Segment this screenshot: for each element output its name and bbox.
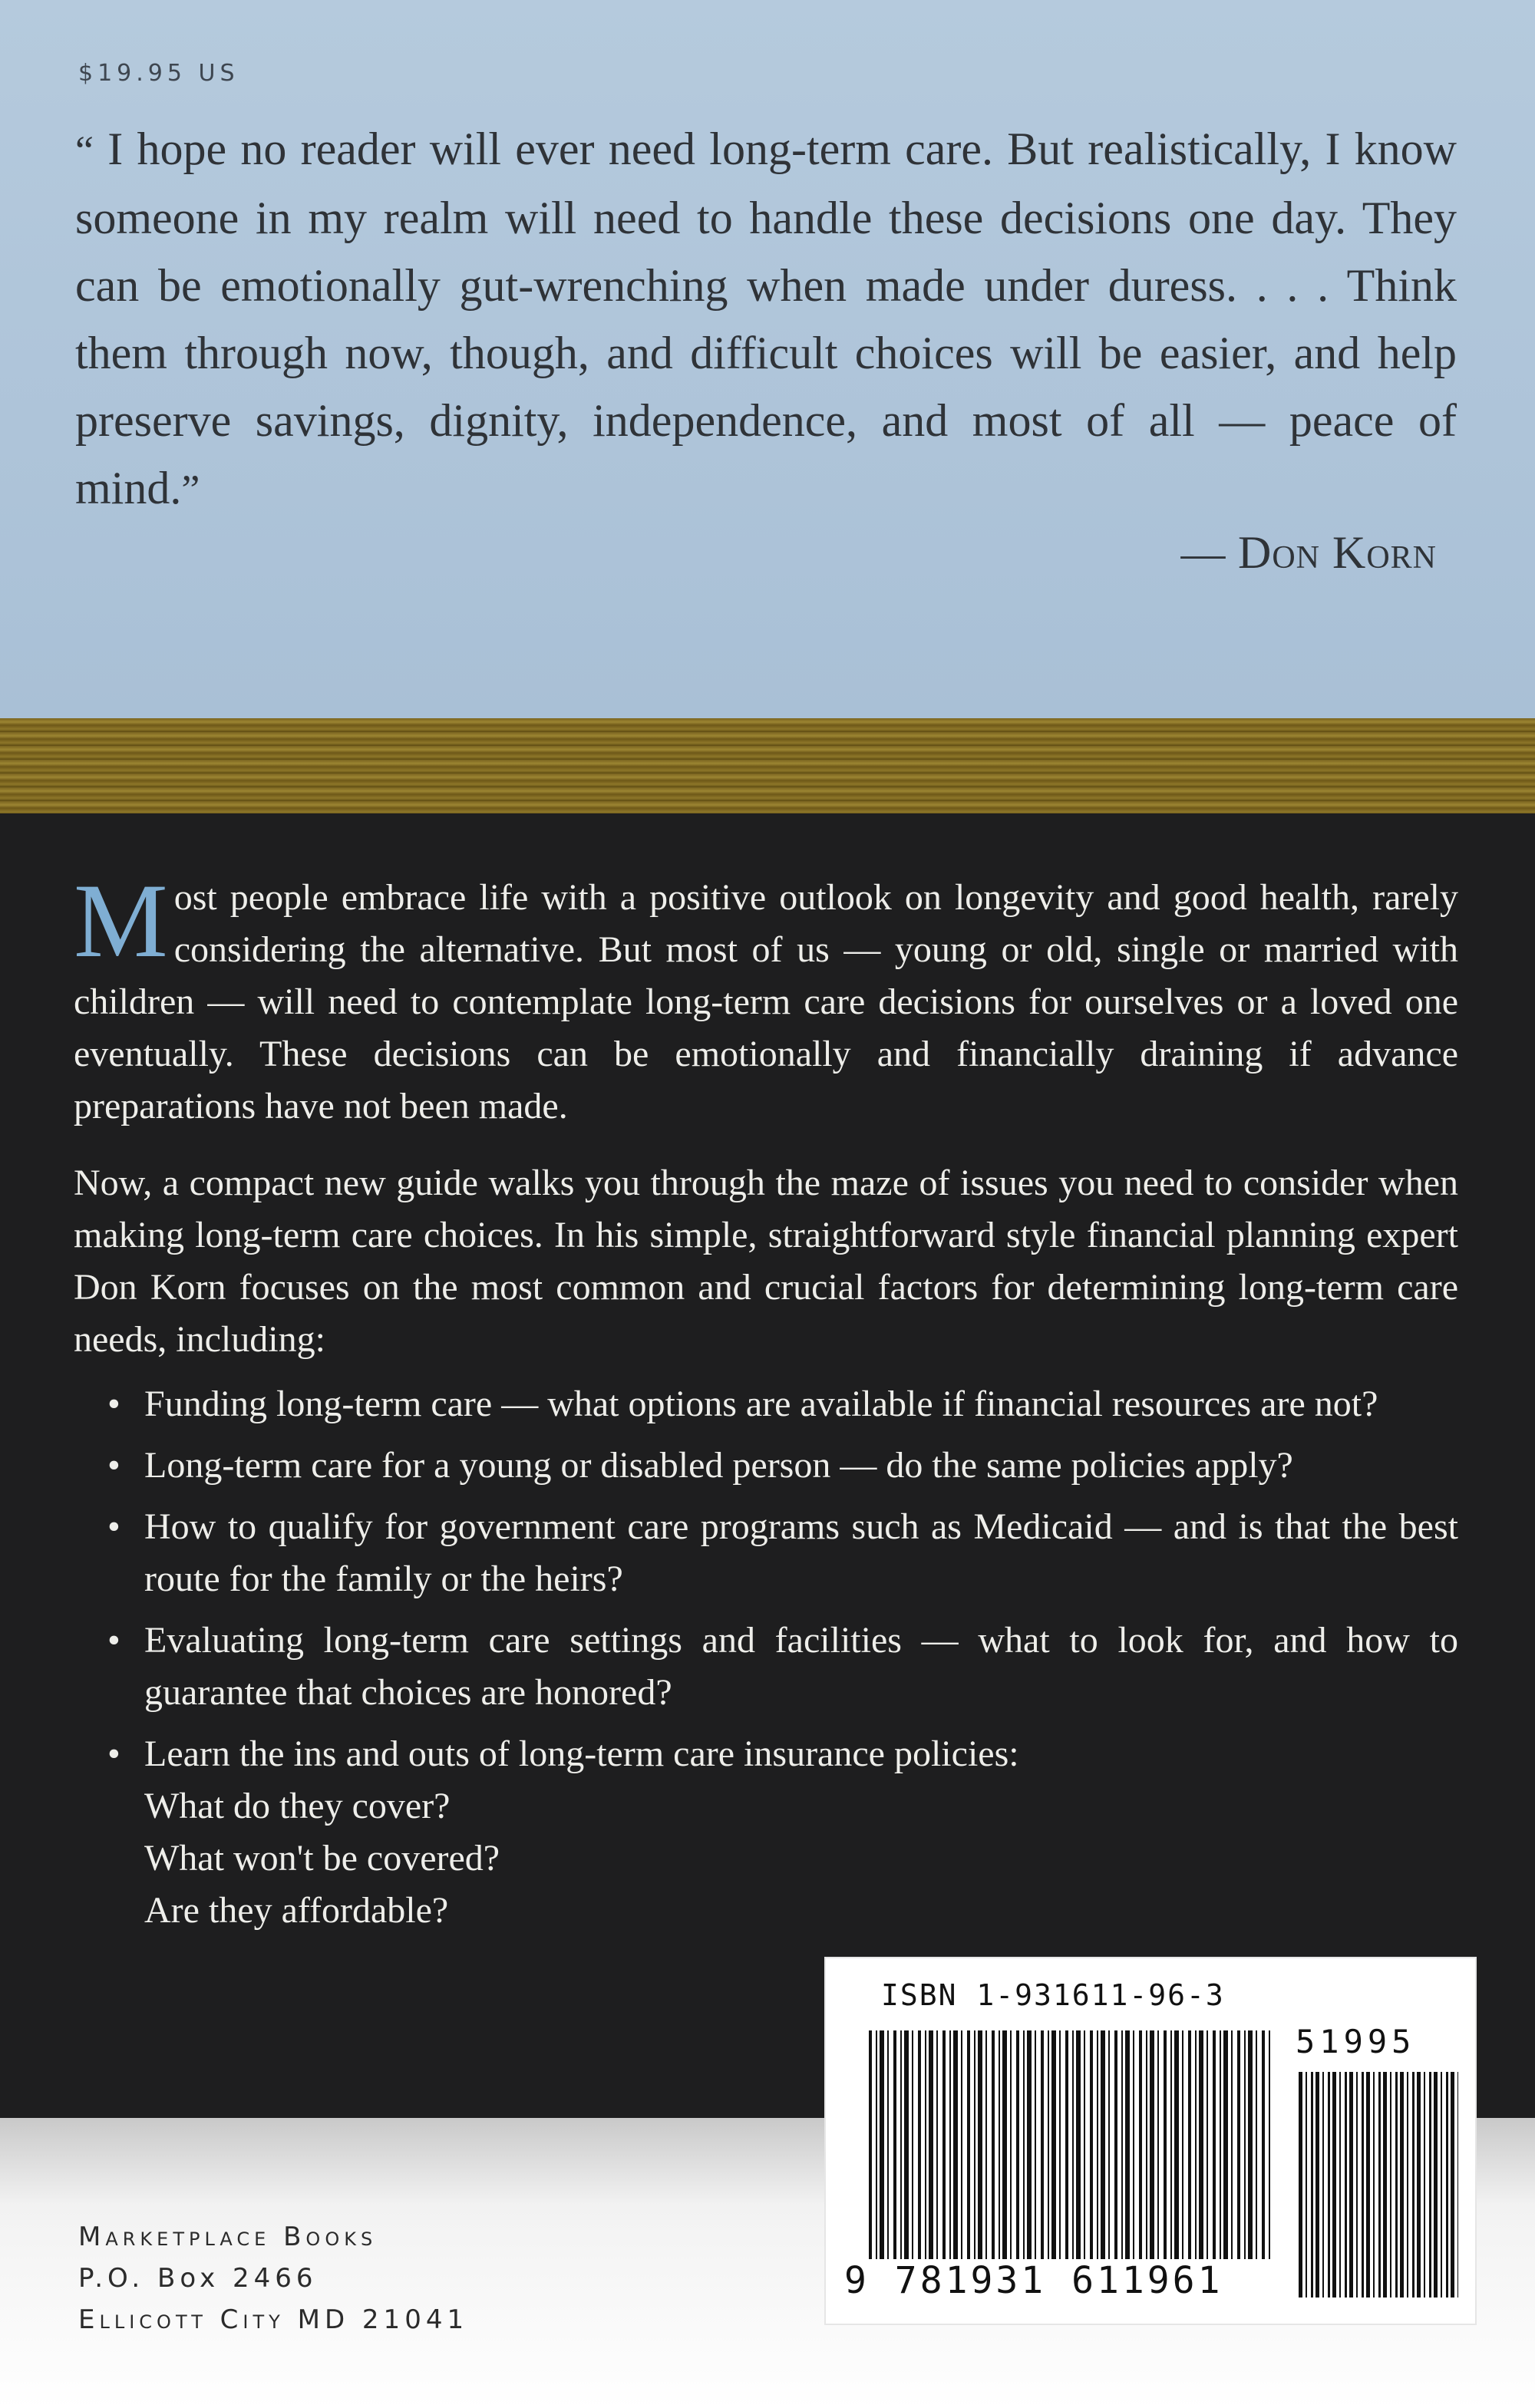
bullet-icon: • bbox=[107, 1384, 120, 1424]
attribution-name: Don Korn bbox=[1238, 527, 1437, 578]
bullet-icon: • bbox=[107, 1506, 120, 1547]
publisher-name: Marketplace Books bbox=[78, 2222, 378, 2252]
list-item bbox=[107, 1440, 1458, 1492]
barcode-box bbox=[824, 1957, 1477, 2325]
list-item-text: How to qualify for government care programs such as Medicaid — and is that the best route for the family or the heirs? bbox=[144, 1506, 1458, 1599]
isbn-label: ISBN 1-931611-96-3 bbox=[881, 1978, 1225, 2012]
attribution-dash: — bbox=[1180, 528, 1238, 578]
bullet-icon: • bbox=[107, 1445, 120, 1486]
sub-question: What do they cover? bbox=[144, 1786, 451, 1826]
drop-cap: M bbox=[74, 862, 168, 979]
ean-barcode-icon bbox=[869, 2030, 1273, 2261]
close-quote-mark: ” bbox=[181, 467, 200, 513]
list-item-text: Funding long-term care — what options are available if financial resources are not? bbox=[144, 1384, 1378, 1424]
publisher-address-line1: P.O. Box 2466 bbox=[78, 2263, 318, 2294]
list-item bbox=[107, 1728, 1458, 1937]
list-item-text: Evaluating long-term care settings and facilities — what to look for, and how to guarantee that choices are honored? bbox=[144, 1620, 1458, 1713]
intro-text: ost people embrace life with a positive outlook on longevity and good health, rarely considering the alternative. But most of us — young or old, single or married with children — will need to contemplate long-term care decisions for ourselves or a loved one eventually. These decisions can be emotionally and financially draining if advance preparations have not been made. bbox=[74, 877, 1458, 1126]
list-item bbox=[107, 1378, 1458, 1430]
sub-question: What won't be covered? bbox=[144, 1838, 500, 1879]
quote-text: I hope no reader will ever need long-term care. But realistically, I know someone in my realm will need to handle these decisions one day. They can be emotionally gut-wrenching when made under duress. . . . Think them through now, though, and difficult choices will be easier, and help preserve savings, dignity, independence, and most of all — peace of mind. bbox=[75, 124, 1457, 513]
endorsement-quote bbox=[75, 115, 1457, 523]
intro-paragraph bbox=[74, 862, 1458, 1133]
quote-attribution bbox=[1181, 526, 1438, 579]
ean-digits: 9 781931 611961 bbox=[844, 2259, 1274, 2302]
price-barcode-icon bbox=[1299, 2072, 1458, 2297]
guide-paragraph: Now, a compact new guide walks you through the maze of issues you need to consider when making long-term care choices. In his simple, straightforward style financial planning expert Don Korn focuses on the most common and crucial factors for determining long-term care needs, including: bbox=[74, 1163, 1458, 1360]
sub-question: Are they affordable? bbox=[144, 1890, 449, 1931]
list-item bbox=[107, 1615, 1458, 1719]
description-panel bbox=[0, 813, 1535, 2118]
publisher-block bbox=[78, 2216, 468, 2340]
list-item-text: Learn the ins and outs of long-term care insurance policies: bbox=[144, 1733, 1019, 1774]
list-item bbox=[107, 1501, 1458, 1605]
open-quote-mark: “ bbox=[75, 127, 94, 173]
topics-list bbox=[107, 1378, 1458, 1946]
bullet-icon: • bbox=[107, 1620, 120, 1661]
gold-divider-stripe bbox=[0, 718, 1535, 813]
list-item-text: Long-term care for a young or disabled person — do the same policies apply? bbox=[144, 1445, 1293, 1486]
publisher-address-line2: Ellicott City MD 21041 bbox=[78, 2304, 469, 2335]
quote-panel bbox=[0, 0, 1535, 718]
bullet-icon: • bbox=[107, 1733, 120, 1774]
price-label: $19.95 US bbox=[78, 60, 239, 87]
price-code: 51995 bbox=[1296, 2023, 1416, 2060]
